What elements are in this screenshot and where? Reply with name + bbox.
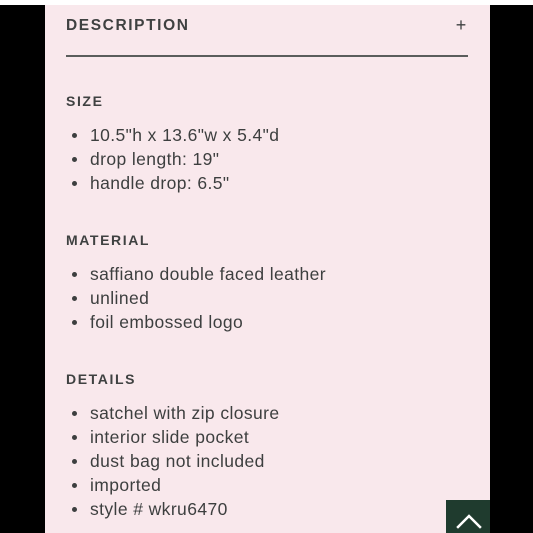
description-accordion-header[interactable]: [66, 5, 468, 57]
list-item: satchel with zip closure: [66, 401, 280, 425]
list-item: style # wkru6470: [66, 497, 280, 521]
plus-icon[interactable]: +: [455, 15, 467, 35]
list-item: unlined: [66, 286, 326, 310]
accordion-title: DESCRIPTION: [66, 17, 190, 34]
list-item: saffiano double faced leather: [66, 262, 326, 286]
list-item: interior slide pocket: [66, 425, 280, 449]
size-list: [66, 123, 279, 195]
material-heading: MATERIAL: [66, 232, 151, 248]
list-item: foil embossed logo: [66, 310, 326, 334]
list-item: handle drop: 6.5": [66, 171, 279, 195]
material-list: [66, 262, 326, 334]
details-list: [66, 401, 280, 521]
chevron-up-icon: [456, 513, 482, 529]
product-description-panel: [45, 5, 490, 533]
list-item: drop length: 19": [66, 147, 279, 171]
back-to-top-button[interactable]: [446, 500, 490, 533]
details-heading: DETAILS: [66, 371, 137, 387]
right-black-bar: [490, 5, 533, 533]
list-item: dust bag not included: [66, 449, 280, 473]
size-heading: SIZE: [66, 93, 104, 109]
list-item: imported: [66, 473, 280, 497]
left-black-bar: [0, 5, 45, 533]
list-item: 10.5"h x 13.6"w x 5.4"d: [66, 123, 279, 147]
